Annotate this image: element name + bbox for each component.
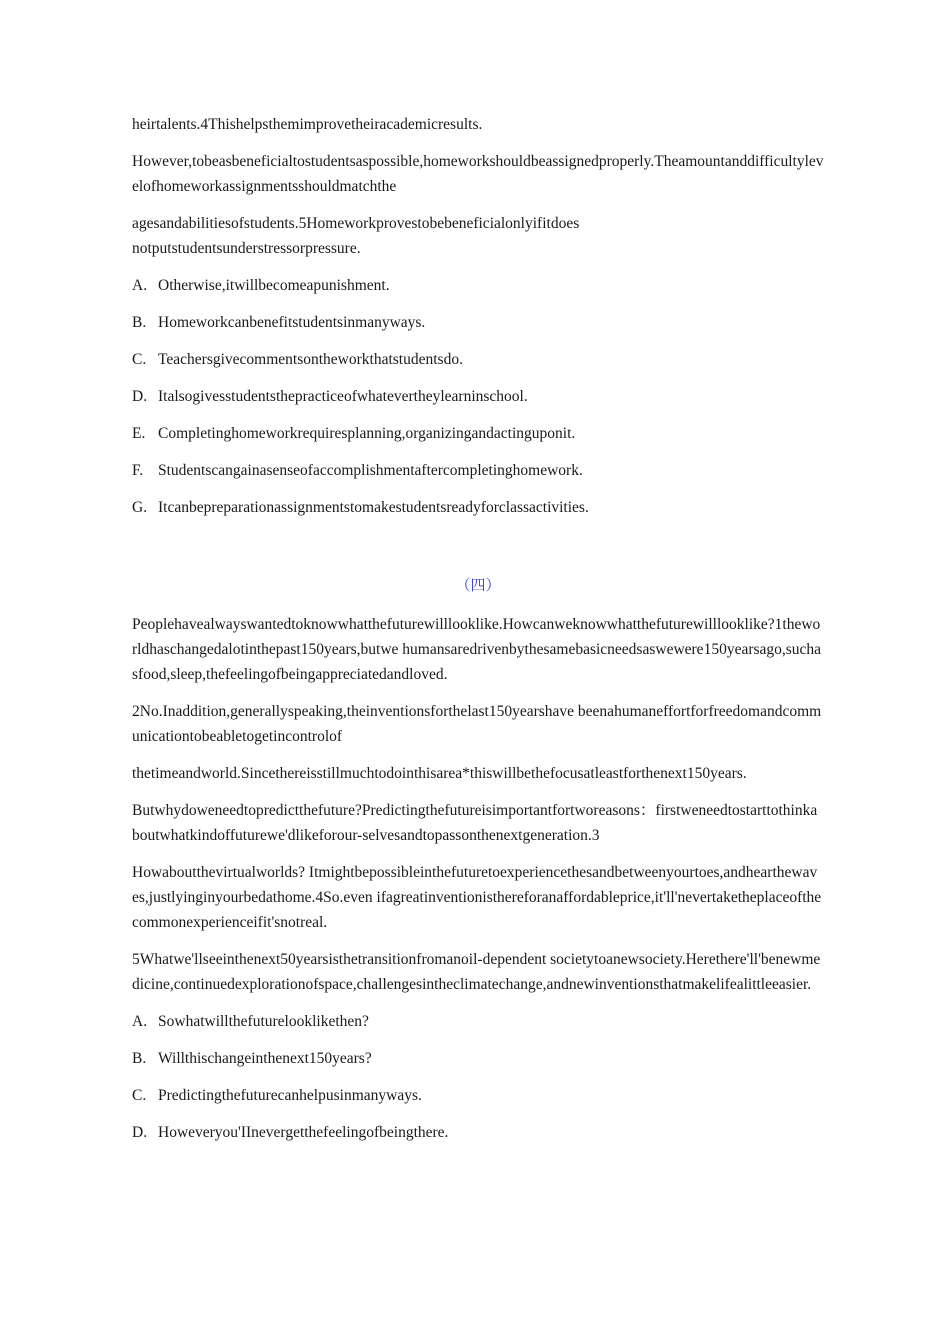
s4-option-d: D. Howeveryou'IInevergetthefeelingofbeingthere. xyxy=(132,1124,449,1141)
s3-options xyxy=(132,273,824,520)
s4-paragraph-5: 5Whatwe'llseeinthenext50yearsisthetransitionfromanoil-dependent societytoanewsociety.Herethere'll'benewmedicine,continuedexplorationofspace,challengesintheclimatechange,andnewinventionsthatmakelifealittleeasier. xyxy=(132,951,821,993)
s3-option-d: D. Italsogivesstudentsthepracticeofwhatevertheylearninschool. xyxy=(132,388,528,405)
s3-option-a: A. Otherwise,itwillbecomeapunishment. xyxy=(132,277,390,294)
s3-paragraph-1: heirtalents.4Thishelpsthemimprovetheiracademicresults. xyxy=(132,116,483,133)
s4-paragraph-4: Howaboutthevirtualworlds? Itmightbepossibleinthefuturetoexperiencethesandbetweenyourtoes,andhearthewaves,justlyinginyourbedathome.4So.even ifagreatinventionisthereforanaffordableprice,it'll'nevertaketheplaceofthecommonexperienceifit'snotreal. xyxy=(132,864,822,931)
s3-option-e: E. Completinghomeworkrequiresplanning,organizingandactinguponit. xyxy=(132,425,576,442)
s4-paragraph-1: Peoplehavealwayswantedtoknowwhatthefuturewilllooklike.Howcanweknowwhatthefuturewilllooklike?1theworldhaschangedalotinthepast150years,butwe humansaredrivenbythesamebasicneedsaswewere150yearsago,suchasfood,sleep,thefeelingofbeingappreciatedandloved. xyxy=(132,616,822,683)
s3-option-c: C. Teachersgivecommentsontheworkthatstudentsdo. xyxy=(132,351,463,368)
s3-paragraph-2c: notputstudentsunderstressorpressure. xyxy=(132,240,361,257)
s3-option-f: F. Studentscangainasenseofaccomplishmentaftercompletinghomework. xyxy=(132,462,583,479)
s4-option-c: C. Predictingthefuturecanhelpusinmanyways. xyxy=(132,1087,422,1104)
s4-options xyxy=(132,1009,824,1145)
s4-paragraph-3: Butwhydoweneedtopredictthefuture?Predictingthefutureisimportantfortworeasons：firstweneedtostarttothinkaboutwhatkindoffuturewe'dlikeforour-selvesandtopassonthenextgeneration.3 xyxy=(132,802,818,844)
document-page xyxy=(132,112,824,1157)
s4-option-a: A. Sowhatwillthefuturelooklikethen? xyxy=(132,1013,369,1030)
s3-paragraph-2b: agesandabilitiesofstudents.5Homeworkprovestobebeneficialonlyifitdoes xyxy=(132,215,580,232)
s3-option-g: G. Itcanbepreparationassignmentstomakestudentsreadyforclassactivities. xyxy=(132,499,589,516)
s4-paragraph-2a: 2No.Inaddition,generallyspeaking,theinventionsforthelast150yearshave beenahumaneffortforfreedomandcommunicationtobeabletogetincontrolof xyxy=(132,703,822,745)
s4-paragraph-2b: thetimeandworld.Sincethereisstillmuchtodointhisarea*thiswillbethefocusatleastforthenext150years. xyxy=(132,765,747,782)
s3-paragraph-2a: However,tobeasbeneficialtostudentsaspossible,homeworkshouldbeassignedproperly.Theamountanddifficultylevelofhomeworkassignmentsshouldmatchthe xyxy=(132,153,824,195)
section-heading: （四） xyxy=(455,578,501,594)
s4-option-b: B. Willthischangeinthenext150years? xyxy=(132,1050,372,1067)
s3-option-b: B. Homeworkcanbenefitstudentsinmanyways. xyxy=(132,314,426,331)
